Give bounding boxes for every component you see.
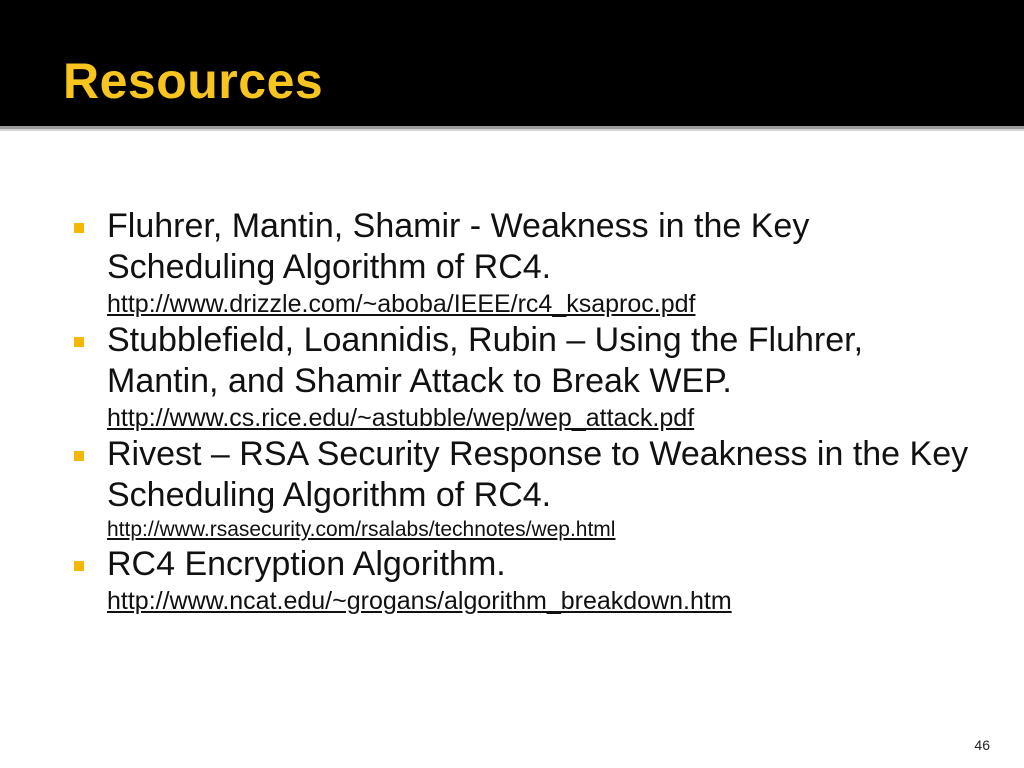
resource-link[interactable]: http://www.drizzle.com/~aboba/IEEE/rc4_ksaproc.pdf — [107, 290, 696, 318]
bullet-square-icon — [74, 223, 84, 233]
title-bar — [0, 0, 1024, 126]
list-item — [74, 320, 974, 434]
slide-number: 46 — [974, 737, 990, 753]
resource-citation: Fluhrer, Mantin, Shamir - Weakness in the Key Scheduling Algorithm of RC4. — [107, 207, 810, 286]
slide-title: Resources — [63, 53, 324, 109]
list-item — [74, 206, 974, 320]
list-item — [74, 434, 974, 544]
title-divider-shadow — [0, 129, 1024, 131]
resource-link[interactable]: http://www.ncat.edu/~grogans/algorithm_breakdown.htm — [107, 587, 732, 615]
bullet-square-icon — [74, 561, 84, 571]
list-item — [74, 544, 974, 617]
resource-list — [74, 206, 974, 617]
resource-link[interactable]: http://www.rsasecurity.com/rsalabs/technotes/wep.html — [107, 518, 616, 541]
resource-citation: Rivest – RSA Security Response to Weakness in the Key Scheduling Algorithm of RC4. — [107, 435, 969, 514]
resource-citation: RC4 Encryption Algorithm. — [107, 545, 506, 583]
bullet-square-icon — [74, 337, 84, 347]
resource-link[interactable]: http://www.cs.rice.edu/~astubble/wep/wep_attack.pdf — [107, 404, 695, 432]
bullet-square-icon — [74, 451, 84, 461]
resource-citation: Stubblefield, Loannidis, Rubin – Using the Fluhrer, Mantin, and Shamir Attack to Break WEP. — [107, 321, 864, 400]
